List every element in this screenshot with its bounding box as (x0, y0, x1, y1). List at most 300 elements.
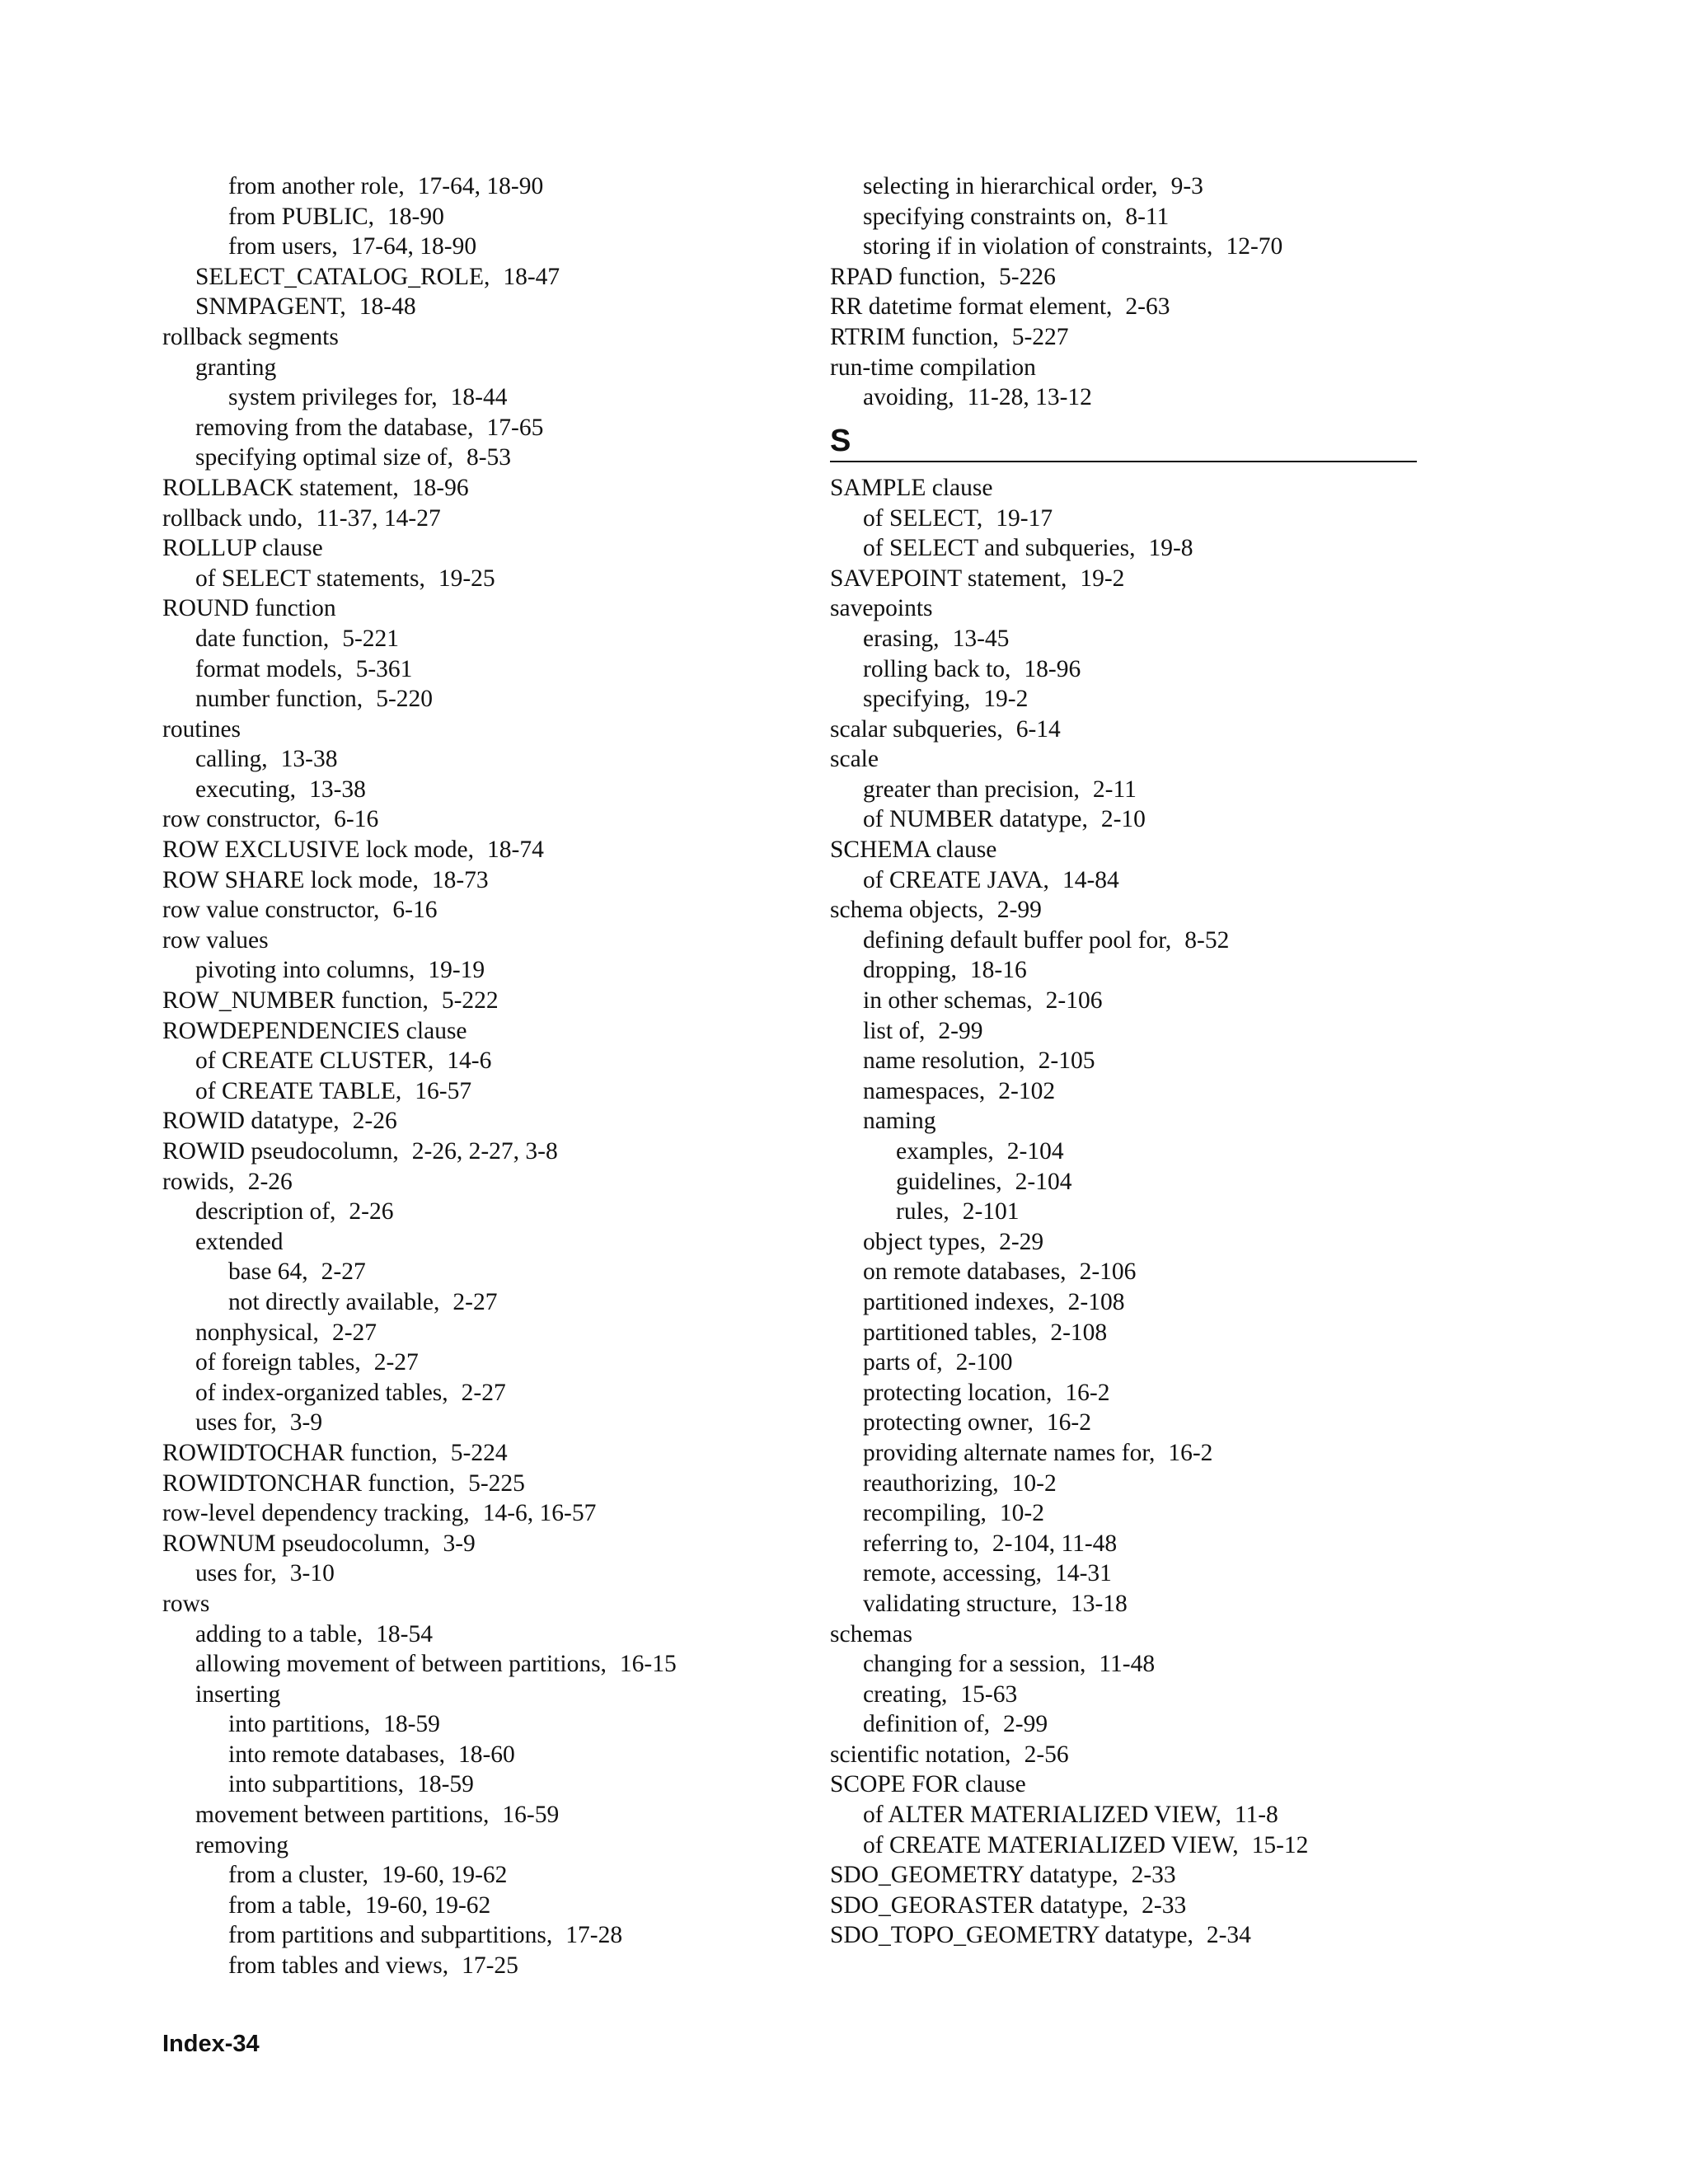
page-reference: 16-2 (1046, 1409, 1091, 1436)
index-entry (830, 533, 1506, 564)
index-term: uses for, (195, 1409, 277, 1436)
index-term: inserting (195, 1680, 281, 1708)
page-reference: 5-227 (1011, 323, 1069, 350)
index-entry (830, 322, 1506, 353)
index-entry (830, 1589, 1506, 1619)
index-entry (830, 1227, 1506, 1258)
index-term: rollback undo, (162, 504, 303, 532)
page-reference: 5-361 (355, 655, 413, 682)
index-term: parts of, (863, 1349, 943, 1376)
index-term: number function, (195, 686, 363, 713)
index-entry (162, 1408, 822, 1438)
index-group-r (830, 171, 1506, 413)
page-reference: 2-34 (1206, 1922, 1251, 1949)
page-reference: 16-2 (1065, 1379, 1110, 1406)
page-reference: 2-29 (999, 1228, 1044, 1255)
page-reference: 13-18 (1070, 1590, 1128, 1617)
index-entry (162, 1378, 822, 1408)
index-entry (162, 1347, 822, 1378)
index-term: erasing, (863, 625, 940, 652)
index-entry (830, 955, 1506, 986)
index-term: changing for a session, (863, 1651, 1086, 1678)
index-entry (162, 292, 822, 322)
page-reference: 2-27 (452, 1288, 498, 1315)
index-entry (162, 804, 822, 835)
index-entry (830, 473, 1506, 504)
index-term: description of, (195, 1198, 336, 1226)
index-entry (830, 382, 1506, 413)
index-term: of foreign tables, (195, 1349, 361, 1376)
index-term: SELECT_CATALOG_ROLE, (195, 263, 490, 290)
index-entry (162, 1619, 822, 1650)
index-term: ROLLBACK statement, (162, 474, 399, 501)
index-term: routines (162, 715, 241, 743)
index-term: creating, (863, 1680, 948, 1708)
page-reference: 5-220 (376, 686, 434, 713)
index-term: ROWIDTONCHAR function, (162, 1469, 456, 1497)
page-reference: 14-6, 16-57 (482, 1500, 597, 1527)
index-entry (830, 1619, 1506, 1650)
index-entry (830, 1891, 1506, 1921)
index-entry (830, 1498, 1506, 1529)
index-entry (830, 171, 1506, 202)
index-term: SDO_GEOMETRY datatype, (830, 1862, 1118, 1889)
index-entry (162, 1438, 822, 1469)
page-reference: 2-108 (1067, 1288, 1125, 1315)
page-reference: 2-26 (349, 1198, 394, 1226)
page-reference: 6-16 (334, 806, 379, 833)
page-reference: 2-33 (1131, 1862, 1176, 1889)
index-entry (162, 1740, 822, 1770)
index-term: run-time compilation (830, 354, 1036, 381)
index-entry (830, 232, 1506, 262)
index-entry (162, 382, 822, 413)
page-reference: 2-102 (998, 1077, 1056, 1104)
page-reference: 8-52 (1184, 926, 1230, 954)
index-entry (830, 202, 1506, 232)
index-term: ROWID pseudocolumn, (162, 1138, 399, 1165)
index-term: protecting owner, (863, 1409, 1034, 1436)
index-term: row-level dependency tracking, (162, 1500, 470, 1527)
index-entry (830, 1709, 1506, 1740)
index-term: from a cluster, (228, 1862, 369, 1889)
page-reference: 14-31 (1055, 1560, 1112, 1587)
index-entry (830, 353, 1506, 383)
index-term: ROW_NUMBER function, (162, 987, 429, 1015)
index-term: row values (162, 926, 269, 954)
page-reference: 2-104, 11-48 (992, 1530, 1118, 1557)
index-term: of CREATE TABLE, (195, 1077, 402, 1104)
index-term: savepoints (830, 595, 933, 622)
page-reference: 5-226 (999, 263, 1056, 290)
page-reference: 2-27 (331, 1319, 377, 1346)
index-entry (162, 1920, 822, 1951)
page-reference: 2-26, 2-27, 3-8 (411, 1138, 558, 1165)
index-term: protecting location, (863, 1379, 1053, 1406)
page-reference: 5-225 (468, 1469, 525, 1497)
index-term: executing, (195, 776, 297, 803)
index-term: of CREATE JAVA, (863, 866, 1049, 893)
index-term: SAMPLE clause (830, 474, 993, 501)
page-reference: 17-28 (565, 1922, 623, 1949)
index-entry (830, 624, 1506, 654)
index-term: date function, (195, 625, 330, 652)
index-entry (830, 1830, 1506, 1861)
index-term: from another role, (228, 173, 405, 199)
index-term: scientific notation, (830, 1741, 1011, 1768)
index-term: examples, (896, 1138, 994, 1165)
index-entry (162, 1197, 822, 1227)
index-term: extended (195, 1228, 284, 1255)
page-reference: 14-6 (447, 1047, 492, 1075)
index-column-right (830, 171, 1506, 1951)
index-term: ROLLUP clause (162, 535, 323, 562)
index-entry (162, 1469, 822, 1499)
page-reference: 9-3 (1170, 173, 1203, 199)
index-entry (162, 1830, 822, 1861)
page-reference: 18-74 (487, 837, 544, 864)
page-reference: 19-8 (1148, 535, 1193, 562)
index-entry (830, 1197, 1506, 1227)
index-entry (162, 654, 822, 685)
index-term: storing if in violation of constraints, (863, 233, 1213, 260)
page-reference: 17-65 (486, 414, 544, 441)
index-term: of CREATE MATERIALIZED VIEW, (863, 1831, 1239, 1858)
index-term: uses for, (195, 1560, 277, 1587)
index-entry (162, 1167, 822, 1197)
index-term: RTRIM function, (830, 323, 999, 350)
index-entry (830, 654, 1506, 685)
index-entry (162, 1076, 822, 1107)
index-entry (162, 473, 822, 504)
index-term: RPAD function, (830, 263, 987, 290)
index-term: object types, (863, 1228, 987, 1255)
index-entry (162, 413, 822, 443)
index-entry (162, 1227, 822, 1258)
index-entry (830, 835, 1506, 865)
page-reference: 18-47 (503, 263, 560, 290)
index-term: rules, (896, 1198, 950, 1226)
index-entry (830, 684, 1506, 715)
page-reference: 2-63 (1125, 293, 1170, 321)
index-entry (830, 262, 1506, 293)
index-entry (830, 1167, 1506, 1197)
index-term: naming (863, 1108, 936, 1135)
index-entry (830, 986, 1506, 1016)
index-term: ROW SHARE lock mode, (162, 866, 419, 893)
index-entry (162, 504, 822, 534)
section-heading (830, 413, 1506, 473)
index-term: definition of, (863, 1711, 991, 1738)
index-entry (162, 955, 822, 986)
page-reference: 18-73 (431, 866, 489, 893)
index-term: SNMPAGENT, (195, 293, 346, 321)
page-reference: 11-28, 13-12 (967, 384, 1092, 411)
page-reference: 18-54 (376, 1620, 433, 1647)
index-term: rolling back to, (863, 655, 1011, 682)
index-entry (830, 1408, 1506, 1438)
index-term: referring to, (863, 1530, 979, 1557)
page-reference: 17-64, 18-90 (417, 173, 544, 199)
index-entry (830, 1137, 1506, 1167)
page-reference: 11-8 (1234, 1802, 1278, 1829)
index-term: from PUBLIC, (228, 203, 374, 230)
index-term: from partitions and subpartitions, (228, 1922, 553, 1949)
page-reference: 2-27 (373, 1349, 419, 1376)
index-entry (830, 1860, 1506, 1891)
page-reference: 19-19 (428, 957, 485, 984)
index-entry (162, 1318, 822, 1348)
page-reference: 2-108 (1050, 1319, 1108, 1346)
index-entry (162, 202, 822, 232)
index-term: recompiling, (863, 1500, 987, 1527)
index-entry (162, 533, 822, 564)
index-term: ROW EXCLUSIVE lock mode, (162, 837, 474, 864)
page-reference: 13-45 (952, 625, 1010, 652)
index-term: ROWNUM pseudocolumn, (162, 1530, 430, 1557)
page-reference: 18-90 (387, 203, 444, 230)
index-term: validating structure, (863, 1590, 1057, 1617)
page-reference: 16-15 (619, 1651, 677, 1678)
index-entry (830, 715, 1506, 745)
index-term: from users, (228, 233, 338, 260)
index-term: RR datetime format element, (830, 293, 1113, 321)
index-entry (830, 804, 1506, 835)
page-reference: 16-2 (1168, 1439, 1213, 1466)
section-divider (830, 461, 1417, 462)
page-reference: 2-105 (1038, 1047, 1095, 1075)
index-term: of NUMBER datatype, (863, 806, 1088, 833)
index-term: of CREATE CLUSTER, (195, 1047, 434, 1075)
index-entry (162, 1106, 822, 1137)
index-entry (830, 1257, 1506, 1287)
index-term: SCOPE FOR clause (830, 1771, 1026, 1798)
index-entry (162, 775, 822, 805)
index-term: rollback segments (162, 323, 339, 350)
index-entry (162, 1046, 822, 1076)
index-entry (162, 262, 822, 293)
index-entry (162, 353, 822, 383)
page-reference: 2-104 (1015, 1168, 1072, 1195)
index-term: selecting in hierarchical order, (863, 173, 1158, 199)
index-entry (162, 1558, 822, 1589)
page-reference: 2-106 (1045, 987, 1103, 1015)
index-term: from tables and views, (228, 1952, 449, 1980)
index-entry (162, 1529, 822, 1559)
index-entry (162, 1137, 822, 1167)
index-entry (162, 1680, 822, 1710)
page-reference: 18-96 (1024, 655, 1081, 682)
index-term: defining default buffer pool for, (863, 926, 1172, 954)
index-entry (830, 1680, 1506, 1710)
index-entry (830, 1076, 1506, 1107)
index-entry (162, 1800, 822, 1830)
index-entry (830, 1046, 1506, 1076)
page-reference: 15-12 (1251, 1831, 1309, 1858)
index-term: removing (195, 1831, 289, 1858)
page-reference: 17-25 (462, 1952, 518, 1980)
page-reference: 5-221 (342, 625, 400, 652)
index-term: specifying, (863, 686, 971, 713)
page-reference: 2-10 (1100, 806, 1146, 833)
index-entry (830, 1529, 1506, 1559)
page-reference: 18-44 (450, 384, 508, 411)
index-term: name resolution, (863, 1047, 1025, 1075)
index-term: reauthorizing, (863, 1469, 999, 1497)
page-reference: 11-48 (1099, 1651, 1156, 1678)
index-term: removing from the database, (195, 414, 474, 441)
index-term: movement between partitions, (195, 1802, 490, 1829)
index-entry (830, 1016, 1506, 1047)
index-term: of SELECT statements, (195, 565, 425, 592)
index-term: SCHEMA clause (830, 837, 997, 864)
index-term: dropping, (863, 957, 957, 984)
index-term: SDO_GEORASTER datatype, (830, 1891, 1129, 1919)
page-number: Index-34 (162, 2031, 260, 2057)
page-reference: 19-17 (996, 504, 1053, 532)
index-term: of SELECT and subqueries, (863, 535, 1136, 562)
index-term: rowids, (162, 1168, 235, 1195)
index-entry (162, 1649, 822, 1680)
index-entry (162, 1287, 822, 1318)
page-reference: 13-38 (280, 746, 338, 773)
index-entry (162, 865, 822, 896)
page-reference: 5-222 (441, 987, 499, 1015)
page-reference: 5-224 (450, 1439, 508, 1466)
index-term: ROWIDTOCHAR function, (162, 1439, 438, 1466)
index-entry (162, 1709, 822, 1740)
page-reference: 18-48 (359, 293, 416, 321)
index-entry (830, 1318, 1506, 1348)
index-entry (162, 986, 822, 1016)
page-reference: 6-14 (1015, 715, 1061, 743)
index-entry (830, 895, 1506, 926)
index-term: specifying constraints on, (863, 203, 1113, 230)
page-reference: 18-96 (411, 474, 469, 501)
page-reference: 8-53 (466, 444, 512, 471)
index-term: specifying optimal size of, (195, 444, 453, 471)
page-reference: 12-70 (1226, 233, 1283, 260)
index-term: guidelines, (896, 1168, 1002, 1195)
index-term: partitioned indexes, (863, 1288, 1055, 1315)
page-reference: 19-25 (438, 565, 495, 592)
index-term: from a table, (228, 1891, 352, 1919)
index-term: in other schemas, (863, 987, 1033, 1015)
page-reference: 11-37, 14-27 (316, 504, 441, 532)
index-entry (830, 1649, 1506, 1680)
index-term: allowing movement of between partitions, (195, 1651, 607, 1678)
index-term: into partitions, (228, 1711, 371, 1738)
index-entry (162, 835, 822, 865)
page-reference: 3-9 (443, 1530, 476, 1557)
index-entry (830, 775, 1506, 805)
section-letter: S (830, 423, 851, 458)
page-reference: 17-64, 18-90 (350, 233, 477, 260)
index-entry (162, 715, 822, 745)
index-term: greater than precision, (863, 776, 1080, 803)
index-entry (830, 1469, 1506, 1499)
index-entry (830, 504, 1506, 534)
index-entry (830, 1769, 1506, 1800)
page-reference: 18-16 (969, 957, 1027, 984)
index-term: format models, (195, 655, 343, 682)
index-entry (162, 1016, 822, 1047)
index-term: ROWID datatype, (162, 1108, 340, 1135)
page-reference: 19-60, 19-62 (364, 1891, 491, 1919)
index-entry (162, 1769, 822, 1800)
index-term: granting (195, 354, 277, 381)
index-entry (162, 1951, 822, 1981)
index-term: pivoting into columns, (195, 957, 415, 984)
index-term: of SELECT, (863, 504, 983, 532)
index-term: rows (162, 1590, 210, 1617)
page-reference: 2-26 (247, 1168, 293, 1195)
index-entry (830, 1920, 1506, 1951)
index-term: into subpartitions, (228, 1771, 405, 1798)
index-term: schema objects, (830, 897, 984, 924)
index-term: of ALTER MATERIALIZED VIEW, (863, 1802, 1221, 1829)
index-entry (162, 744, 822, 775)
page-reference: 2-99 (996, 897, 1042, 924)
page-reference: 2-99 (1003, 1711, 1048, 1738)
index-term: partitioned tables, (863, 1319, 1038, 1346)
page-reference: 2-101 (962, 1198, 1020, 1226)
page-reference: 10-2 (1011, 1469, 1057, 1497)
index-term: ROUND function (162, 595, 336, 622)
index-term: calling, (195, 746, 268, 773)
index-term: adding to a table, (195, 1620, 363, 1647)
index-group-s (830, 473, 1506, 1951)
index-entry (162, 624, 822, 654)
page-reference: 2-56 (1024, 1741, 1069, 1768)
page-reference: 18-59 (383, 1711, 440, 1738)
index-term: providing alternate names for, (863, 1439, 1156, 1466)
page-reference: 2-99 (938, 1017, 983, 1044)
index-entry (162, 593, 822, 624)
index-term: on remote databases, (863, 1258, 1067, 1286)
page-reference: 2-26 (352, 1108, 397, 1135)
index-entry (830, 1287, 1506, 1318)
index-term: ROWDEPENDENCIES clause (162, 1017, 467, 1044)
page-reference: 19-2 (983, 686, 1029, 713)
index-column-left (162, 171, 822, 1981)
index-term: SDO_TOPO_GEOMETRY datatype, (830, 1922, 1193, 1949)
index-entry (830, 593, 1506, 624)
index-term: avoiding, (863, 384, 954, 411)
index-entry (162, 1860, 822, 1891)
page-reference: 19-60, 19-62 (382, 1862, 508, 1889)
index-entry (162, 564, 822, 594)
page-reference: 16-57 (415, 1077, 472, 1104)
page-reference: 18-59 (417, 1771, 474, 1798)
index-entry (830, 865, 1506, 896)
index-term: schemas (830, 1620, 912, 1647)
page-reference: 2-11 (1092, 776, 1137, 803)
page-reference: 3-10 (289, 1560, 335, 1587)
index-entry (830, 1106, 1506, 1137)
index-term: base 64, (228, 1258, 308, 1286)
index-entry (162, 232, 822, 262)
index-term: row constructor, (162, 806, 321, 833)
index-term: list of, (863, 1017, 926, 1044)
index-term: SAVEPOINT statement, (830, 565, 1067, 592)
index-entry (830, 1558, 1506, 1589)
page-reference: 18-60 (457, 1741, 515, 1768)
index-entry (830, 564, 1506, 594)
index-term: nonphysical, (195, 1319, 319, 1346)
index-entry (162, 926, 822, 956)
index-term: system privileges for, (228, 384, 438, 411)
